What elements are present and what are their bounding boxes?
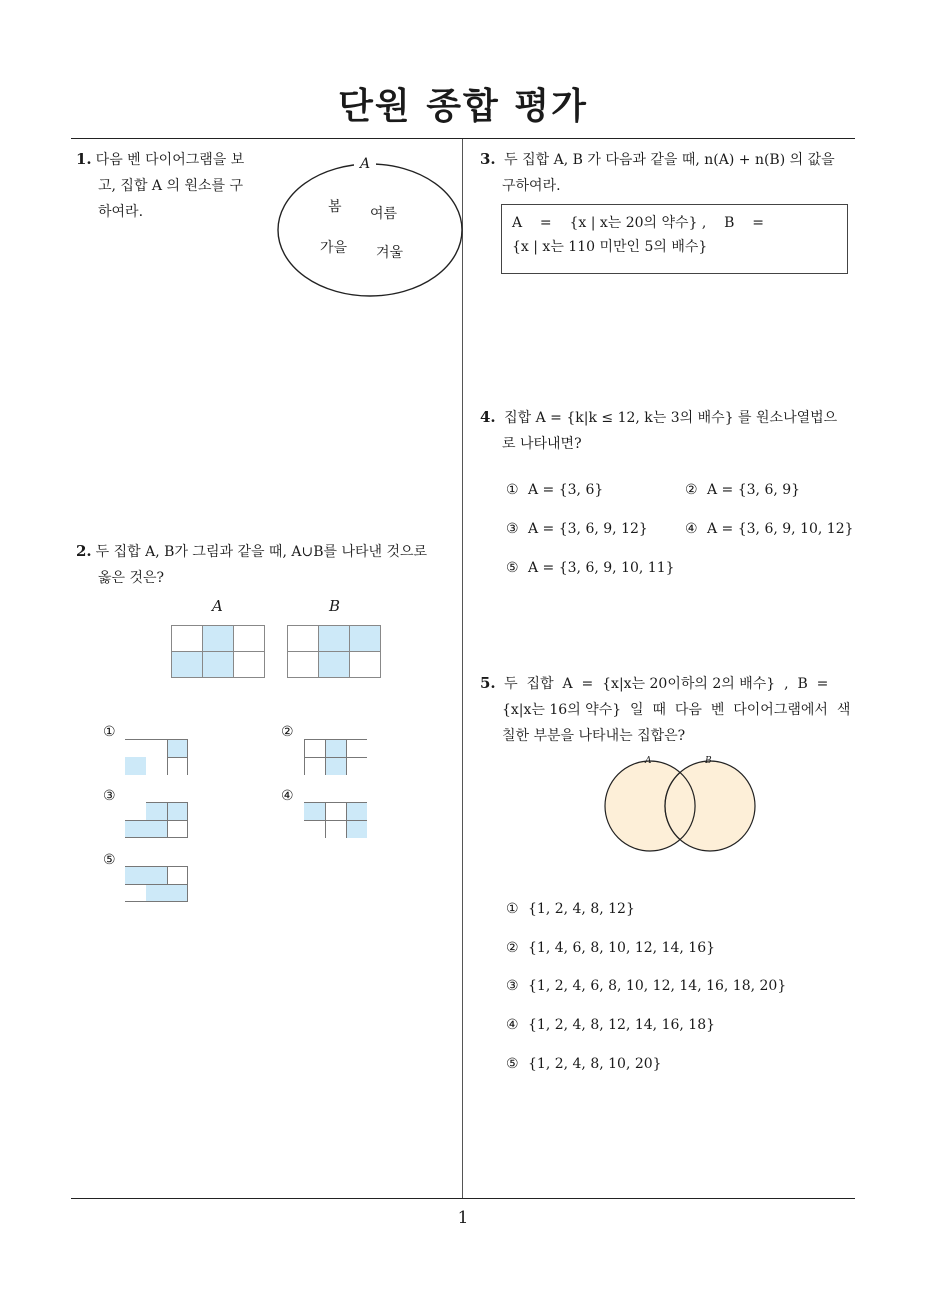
q1-venn-element-4: 겨울 — [376, 245, 404, 261]
q5-venn-diagram — [600, 756, 760, 856]
q1-line2: 고, 집합 A 의 원소를 구 — [98, 178, 244, 194]
q2-line1: 2. 두 집합 A, B가 그림과 같을 때, A∪B를 나타낸 것으로 — [76, 542, 428, 560]
q3-line2: 구하여라. — [502, 178, 561, 194]
question-1 — [76, 146, 266, 225]
q1-venn-set-label: A — [360, 156, 371, 172]
bottom-rule — [71, 1198, 855, 1199]
q1-venn-diagram — [276, 150, 466, 300]
q2-option-1-number[interactable]: ① — [103, 724, 116, 740]
q3-set-definition-box — [501, 204, 848, 274]
q2-number: 2. — [76, 542, 92, 560]
q5-option-2[interactable]: ② {1, 4, 6, 8, 10, 12, 14, 16} — [506, 940, 716, 956]
q1-number: 1. — [76, 150, 92, 168]
question-3 — [480, 146, 860, 199]
q3-box-line2: {x | x는 110 미만인 5의 배수} — [512, 239, 708, 255]
q1-venn-element-1: 봄 — [328, 199, 342, 215]
q4-number: 4. — [480, 408, 496, 426]
q2-grid-B — [287, 625, 381, 678]
q2-label-B: B — [329, 597, 341, 615]
q5-number: 5. — [480, 674, 496, 692]
page-number: 1 — [457, 1208, 469, 1228]
q5-line1: 5. 두 집합 A = {x|x는 20이하의 2의 배수} , B = — [480, 674, 829, 692]
q3-line1: 3. 두 집합 A, B 가 다음과 같을 때, n(A) + n(B) 의 값을 — [480, 150, 835, 168]
q4-option-5[interactable]: ⑤ A = {3, 6, 9, 10, 11} — [506, 560, 675, 576]
q1-venn-element-3: 가을 — [320, 240, 348, 256]
q5-option-4[interactable]: ④ {1, 2, 4, 8, 12, 14, 16, 18} — [506, 1017, 716, 1033]
q4-option-2[interactable]: ② A = {3, 6, 9} — [685, 482, 801, 498]
q5-venn-label-A: A — [645, 756, 652, 766]
q4-line1: 4. 집합 A = {k|k ≤ 12, k는 3의 배수} 를 원소나열법으 — [480, 408, 838, 426]
q4-option-3[interactable]: ③ A = {3, 6, 9, 12} — [506, 521, 648, 537]
q1-venn-ellipse — [278, 164, 462, 296]
q2-option-2-grid[interactable] — [304, 739, 367, 775]
q2-option-4-number[interactable]: ④ — [281, 788, 294, 804]
q3-box-line1: A = {x | x는 20의 약수} , B = — [512, 215, 764, 231]
q1-line3: 하여라. — [98, 204, 144, 220]
question-5 — [480, 670, 860, 749]
q2-option-5-grid[interactable] — [125, 866, 188, 902]
q4-option-4[interactable]: ④ A = {3, 6, 9, 10, 12} — [685, 521, 854, 537]
q5-option-3[interactable]: ③ {1, 2, 4, 6, 8, 10, 12, 14, 16, 18, 20} — [506, 978, 787, 994]
q5-line2: {x|x는 16의 약수} 일 때 다음 벤 다이어그램에서 색 — [502, 702, 851, 718]
q2-option-1-grid[interactable] — [125, 739, 188, 775]
q2-option-2-number[interactable]: ② — [281, 724, 294, 740]
q5-venn-label-B: B — [705, 756, 712, 766]
q5-option-1[interactable]: ① {1, 2, 4, 8, 12} — [506, 901, 635, 917]
q3-number: 3. — [480, 150, 496, 168]
question-4 — [480, 404, 860, 457]
question-2 — [76, 538, 460, 591]
q2-option-5-number[interactable]: ⑤ — [103, 852, 116, 868]
q2-option-4-grid[interactable] — [304, 802, 367, 838]
q2-grid-A — [171, 625, 265, 678]
q2-option-3-number[interactable]: ③ — [103, 788, 116, 804]
q2-line2: 옳은 것은? — [98, 570, 165, 586]
q1-line1: 1. 다음 벤 다이어그램을 보 — [76, 150, 245, 168]
q1-venn-element-2: 여름 — [370, 206, 398, 222]
q5-line3: 칠한 부분을 나타내는 집합은? — [502, 728, 686, 744]
page-title: 단원 종합 평가 — [338, 86, 588, 127]
q4-option-1[interactable]: ① A = {3, 6} — [506, 482, 604, 498]
q2-label-A: A — [212, 597, 223, 615]
q4-line2: 로 나타내면? — [502, 436, 582, 452]
q5-option-5[interactable]: ⑤ {1, 2, 4, 8, 10, 20} — [506, 1056, 662, 1072]
top-rule — [71, 138, 855, 139]
q2-option-3-grid[interactable] — [125, 802, 188, 838]
